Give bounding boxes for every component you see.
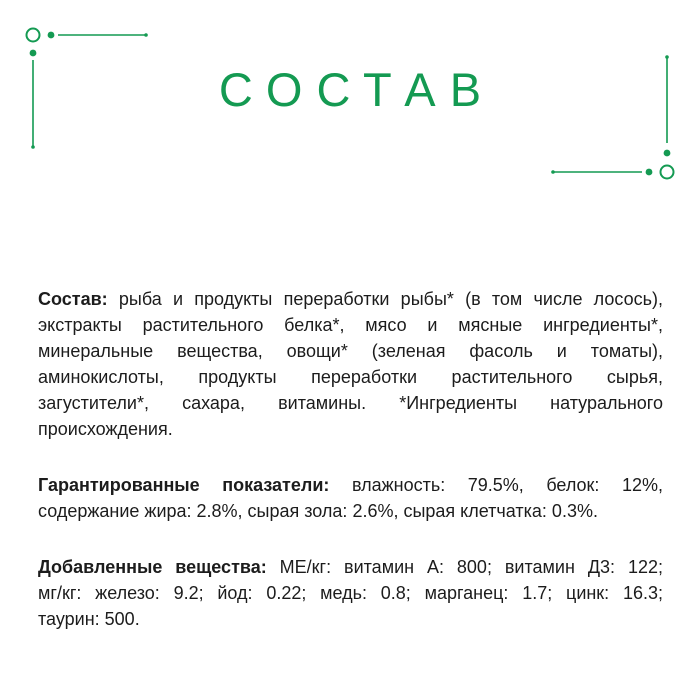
text-line xyxy=(38,472,663,498)
guaranteed-analysis-section xyxy=(38,472,663,524)
text-line xyxy=(38,286,663,312)
text-line: минеральные вещества, овощи* (зеленая фасоль и томаты), xyxy=(38,341,663,361)
section-lead: Состав: xyxy=(38,289,108,309)
section-lead: Гарантированные показатели: xyxy=(38,475,330,495)
text-line: мг/кг: железо: 9.2; йод: 0.22; медь: 0.8; марганец: 1.7; цинк: 16.3; xyxy=(38,583,663,603)
text-line: экстракты растительного белка*, мясо и мясные ингредиенты*, xyxy=(38,315,663,335)
additives-section xyxy=(38,554,663,632)
text-line: загустители*, сахара, витамины. *Ингредиенты натурального xyxy=(38,393,663,413)
page-title: СОСТАВ xyxy=(218,63,496,116)
text-line: таурин: 500. xyxy=(38,609,140,629)
text-run: рыба и продукты переработки рыбы* (в том числе лосось), xyxy=(118,289,663,309)
text-line: аминокислоты, продукты переработки растительного сырья, xyxy=(38,367,663,387)
text-line xyxy=(38,554,663,580)
label-text-column xyxy=(38,286,663,632)
text-line: происхождения. xyxy=(38,419,173,439)
text-line: содержание жира: 2.8%, сырая зола: 2.6%, сырая клетчатка: 0.3%. xyxy=(38,501,598,521)
section-lead: Добавленные вещества: xyxy=(38,557,267,577)
text-run: МЕ/кг: витамин А: 800; витамин Д3: 122; xyxy=(279,557,663,577)
text-run: влажность: 79.5%, белок: 12%, xyxy=(351,475,664,495)
composition-section xyxy=(38,286,663,442)
